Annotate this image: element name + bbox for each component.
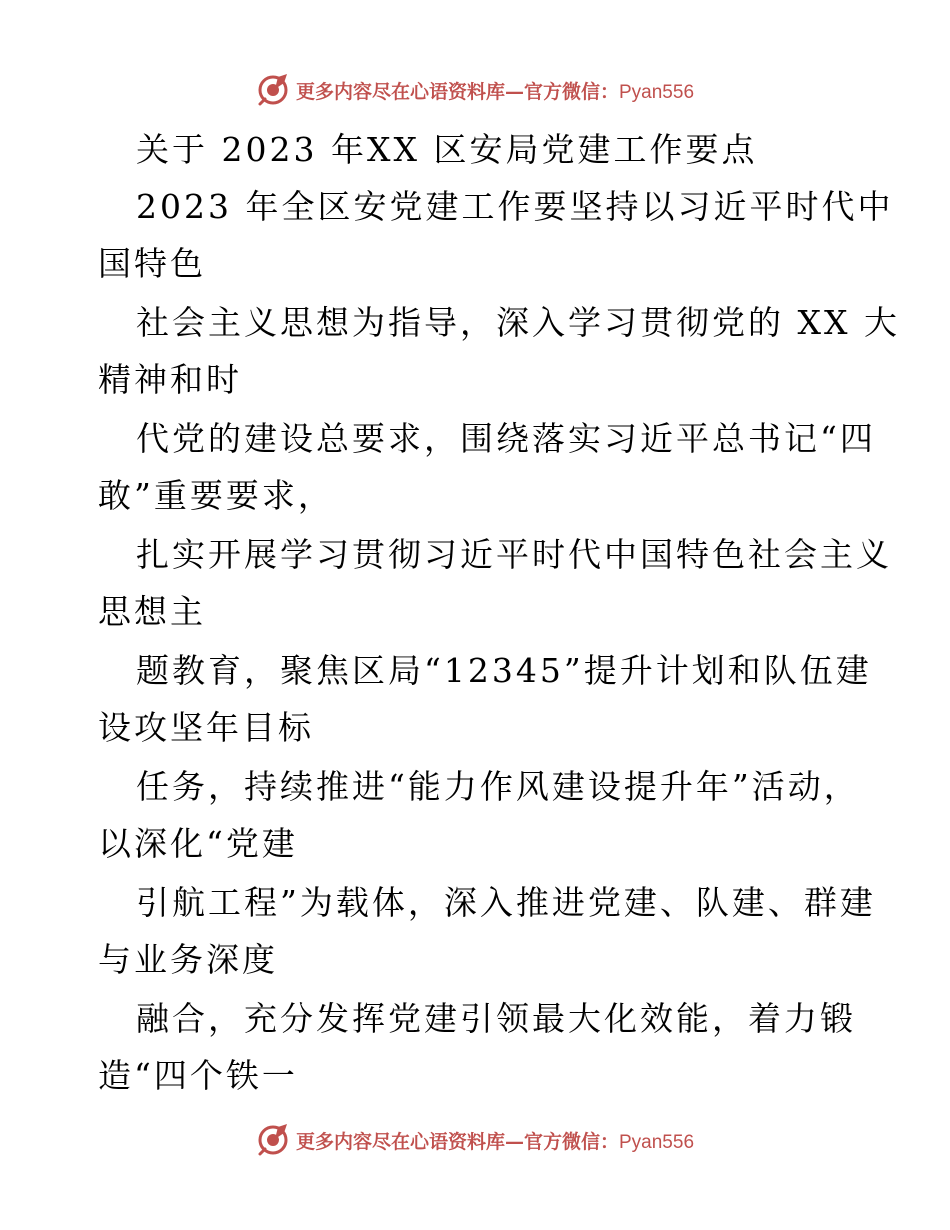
paragraph-line: 与业务深度: [98, 940, 278, 979]
paragraph-line: 精神和时: [98, 360, 242, 399]
watermark-text: 更多内容尽在心语资料库—官方微信：Pyan556: [295, 1130, 695, 1153]
document-title: 关于 2023 年XX 区安局党建工作要点: [136, 130, 758, 169]
paragraph-line: 代党的建设总要求，围绕落实习近平总书记“四: [136, 419, 876, 458]
paragraph-line: 2023 年全区安党建工作要坚持以习近平时代中: [136, 187, 894, 226]
watermark-footer: [0, 1120, 950, 1160]
paragraph-line: 造“四个铁一: [98, 1056, 298, 1095]
paragraph-line: 设攻坚年目标: [98, 708, 314, 747]
watermark-header: [0, 70, 950, 110]
quill-seal-icon: [256, 1123, 290, 1157]
paragraph-line: 思想主: [98, 592, 206, 631]
paragraph-line: 敢”重要要求，: [98, 476, 334, 515]
quill-seal-icon: [256, 73, 290, 107]
paragraph-line: 任务，持续推进“能力作风建设提升年”活动，: [136, 767, 860, 806]
paragraph-line: 国特色: [98, 244, 206, 283]
paragraph-line: 以深化“党建: [98, 824, 298, 863]
watermark-wechat-id: Pyan556: [619, 1131, 695, 1153]
paragraph-line: 扎实开展学习贯彻习近平时代中国特色社会主义: [136, 535, 892, 574]
paragraph-line: 社会主义思想为指导，深入学习贯彻党的 XX 大: [136, 303, 900, 342]
paragraph-line: 题教育，聚焦区局“12345”提升计划和队伍建: [136, 651, 872, 690]
watermark-text: 更多内容尽在心语资料库—官方微信：Pyan556: [295, 80, 695, 103]
paragraph-line: 引航工程”为载体，深入推进党建、队建、群建: [136, 883, 876, 922]
paragraph-line: 融合，充分发挥党建引领最大化效能，着力锻: [136, 999, 856, 1038]
watermark-wechat-id: Pyan556: [619, 81, 695, 103]
